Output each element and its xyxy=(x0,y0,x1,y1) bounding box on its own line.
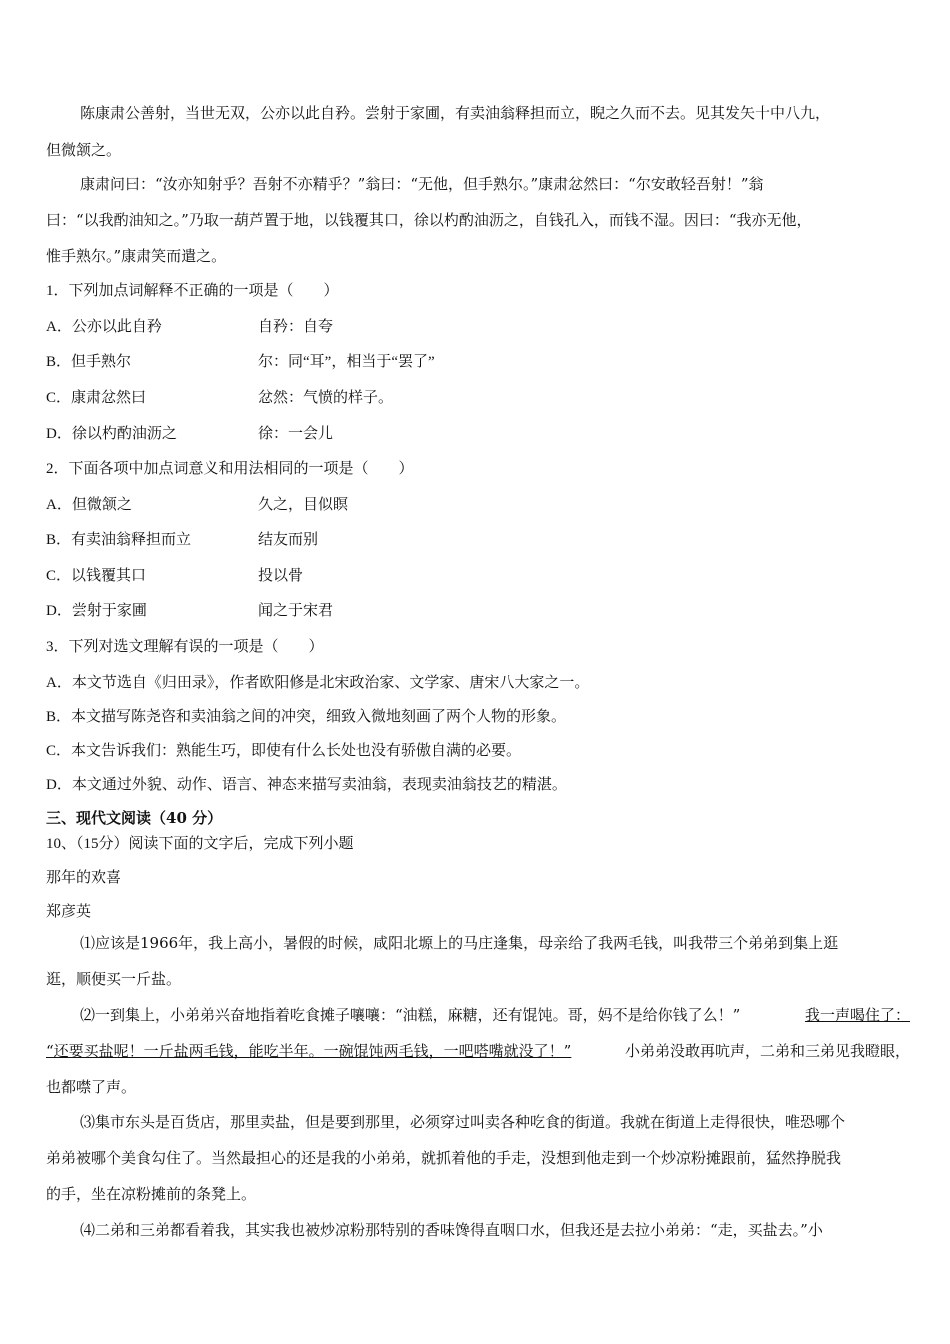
question-2-option-d xyxy=(46,601,333,621)
option-explanation: 尔：同“耳”，相当于“罢了” xyxy=(258,354,435,370)
option-label: B．但手熟尔 xyxy=(46,354,132,370)
passage1-paragraph2-line1: 康肃问曰：“汝亦知射乎？吾射不亦精乎？”翁曰：“无他，但手熟尔。”康肃忿然曰：“尔安敢轻吾射！”翁 xyxy=(80,175,764,193)
option-label: A．但微颔之 xyxy=(46,497,132,513)
question-3-option-c: C．本文告诉我们：熟能生巧，即使有什么长处也没有骄傲自满的必要。 xyxy=(46,743,522,759)
question-1-option-d xyxy=(46,424,333,444)
option-explanation: 自矜：自夸 xyxy=(258,319,334,335)
question-3-option-b: B．本文描写陈尧咨和卖油翁之间的冲突，细致入微地刻画了两个人物的形象。 xyxy=(46,709,567,725)
question-2-option-c xyxy=(46,566,303,586)
question-3-stem: 3．下列对选文理解有误的一项是（ ） xyxy=(46,639,324,655)
option-explanation: 结友而别 xyxy=(258,532,319,548)
article-author: 郑彦英 xyxy=(46,904,92,920)
passage1-paragraph2-line3: 惟手熟尔。”康肃笑而遣之。 xyxy=(46,247,227,265)
option-label: C．以钱覆其口 xyxy=(46,568,147,584)
question-1-option-c xyxy=(46,388,393,408)
option-label: D．尝射于家圃 xyxy=(46,603,147,619)
option-explanation: 闻之于宋君 xyxy=(258,603,334,619)
article-paragraph2-line1 xyxy=(80,1005,910,1025)
article-paragraph3-line1: ⑶集市东头是百货店，那里卖盐，但是要到那里，必须穿过叫卖各种吃食的街道。我就在街道上走得很快，唯恐哪个 xyxy=(80,1113,846,1131)
question-1-stem: 1．下列加点词解释不正确的一项是（ ） xyxy=(46,283,339,299)
question-2-option-b xyxy=(46,530,318,550)
article-paragraph3-line2: 弟弟被哪个美食勾住了。当然最担心的还是我的小弟弟，就抓着他的手走，没想到他走到一个炒凉粉摊跟前，猛然挣脱我 xyxy=(46,1149,842,1167)
question-2-option-a xyxy=(46,495,348,515)
underlined-text: 我一声喝住了： xyxy=(804,1006,910,1024)
article-title: 那年的欢喜 xyxy=(46,870,122,886)
article-paragraph4-line1: ⑷二弟和三弟都看着我，其实我也被炒凉粉那特别的香味馋得直咽口水，但我还是去拉小弟弟：“走，买盐去。”小 xyxy=(80,1221,823,1239)
question-2-stem: 2．下面各项中加点词意义和用法相同的一项是（ ） xyxy=(46,461,414,477)
section-heading: 三、现代文阅读（40 分） xyxy=(46,809,223,827)
paragraph-text: 小弟弟没敢再吭声，二弟和三弟见我瞪眼， xyxy=(624,1042,910,1060)
passage1-paragraph1-line2: 但微颔之。 xyxy=(46,141,122,159)
article-paragraph1-line1: ⑴应该是1966年，我上高小，暑假的时候，咸阳北塬上的马庄逢集，母亲给了我两毛钱，叫我带三个弟弟到集上逛 xyxy=(80,934,839,952)
passage1-paragraph2-line2: 曰：“以我酌油知之。”乃取一葫芦置于地，以钱覆其口，徐以杓酌油沥之，自钱孔入，而钱不湿。因曰：“我亦无他， xyxy=(46,211,812,229)
option-label: A．公亦以此自矜 xyxy=(46,319,162,335)
option-label: B．有卖油翁释担而立 xyxy=(46,532,192,548)
underlined-text: “还要买盐呢！一斤盐两毛钱，能吃半年。一碗馄饨两毛钱，一吧嗒嘴就没了！” xyxy=(46,1042,572,1060)
question-10-instruction: 10、（15分）阅读下面的文字后，完成下列小题 xyxy=(46,836,354,852)
article-paragraph2-line2 xyxy=(46,1041,910,1061)
option-label: C．康肃忿然曰 xyxy=(46,390,147,406)
question-1-option-a xyxy=(46,317,333,337)
question-3-option-a: A．本文节选自《归田录》，作者欧阳修是北宋政治家、文学家、唐宋八大家之一。 xyxy=(46,675,590,691)
article-paragraph1-line2: 逛，顺便买一斤盐。 xyxy=(46,970,182,988)
option-label: D．徐以杓酌油沥之 xyxy=(46,426,177,442)
article-paragraph3-line3: 的手，坐在凉粉摊前的条凳上。 xyxy=(46,1185,257,1203)
question-3-option-d: D．本文通过外貌、动作、语言、神态来描写卖油翁，表现卖油翁技艺的精湛。 xyxy=(46,777,567,793)
option-explanation: 久之，目似瞑 xyxy=(258,497,349,513)
option-explanation: 投以骨 xyxy=(258,568,304,584)
article-paragraph2-line3: 也都噤了声。 xyxy=(46,1078,137,1096)
option-explanation: 徐：一会儿 xyxy=(258,426,334,442)
option-explanation: 忿然：气愤的样子。 xyxy=(258,390,394,406)
passage1-paragraph1-line1: 陈康肃公善射，当世无双，公亦以此自矜。尝射于家圃，有卖油翁释担而立，睨之久而不去。见其发矢十中八九， xyxy=(80,104,831,122)
paragraph-text: ⑵一到集上，小弟弟兴奋地指着吃食摊子嚷嚷：“油糕，麻糖，还有馄饨。哥，妈不是给你钱了么！” xyxy=(80,1006,741,1024)
question-1-option-b xyxy=(46,352,435,372)
